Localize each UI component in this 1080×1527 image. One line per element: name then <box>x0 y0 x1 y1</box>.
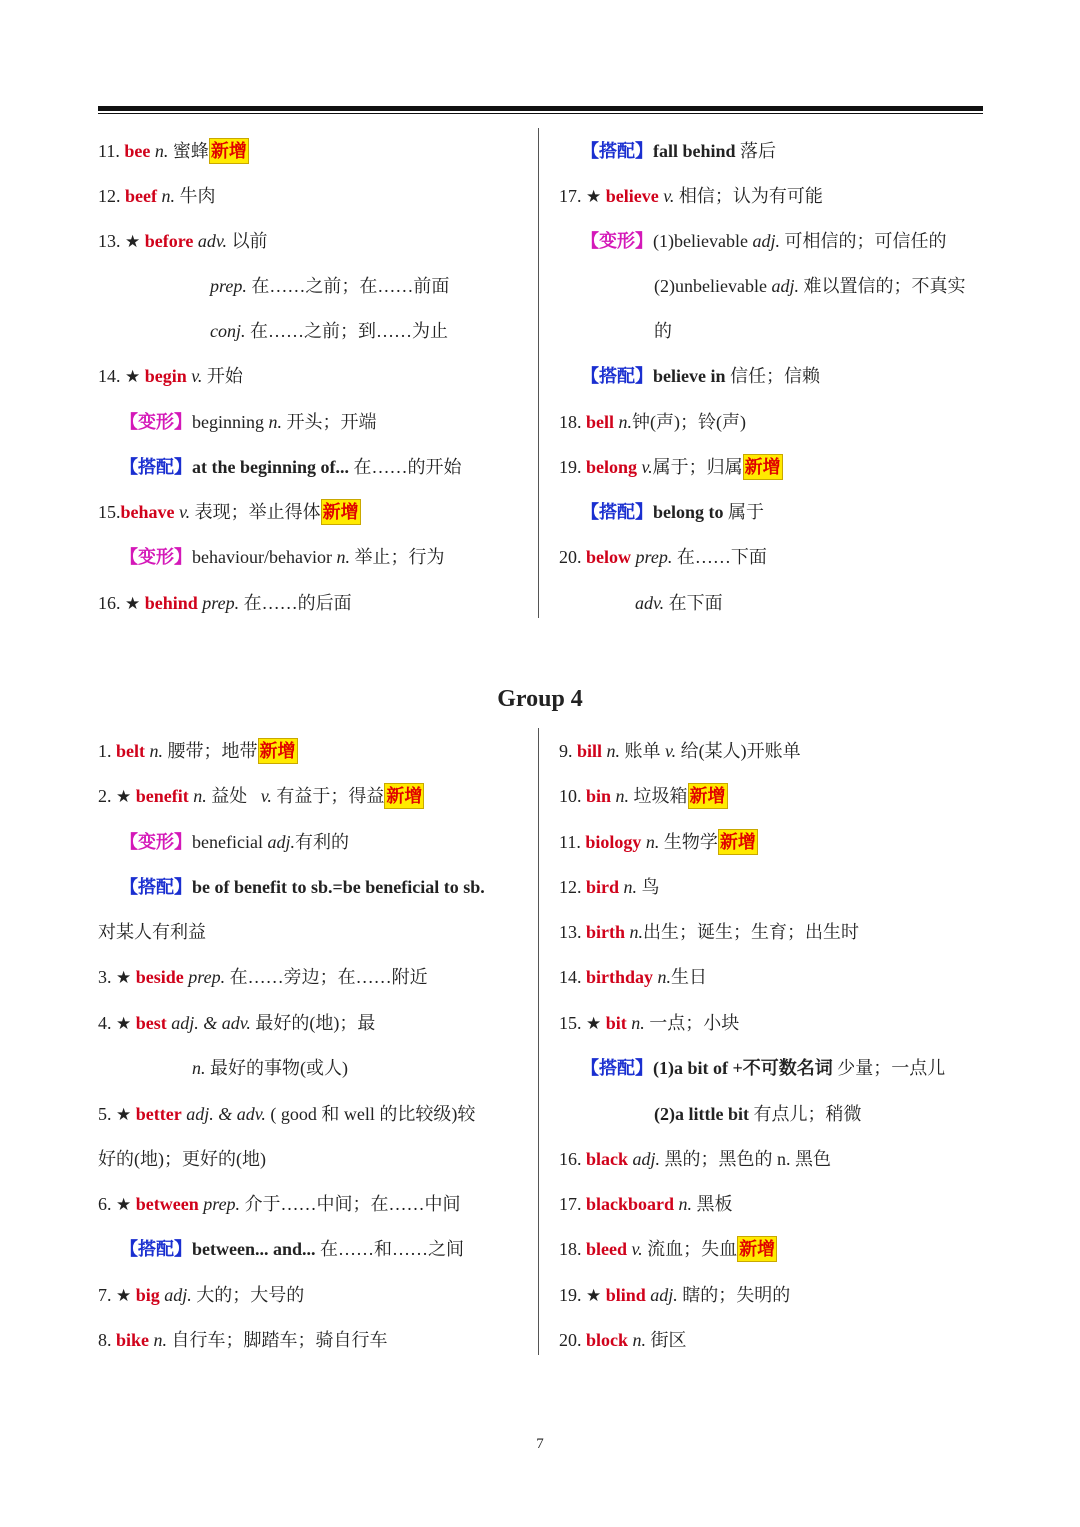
headword: bird <box>586 877 620 897</box>
collocation-tag: 【搭配】 <box>120 1239 192 1259</box>
definition: 在……下面 <box>676 547 767 567</box>
part-of-speech: adj. & adv. <box>186 1104 266 1124</box>
entry-number: 8. <box>98 1330 112 1350</box>
headword: below <box>586 547 631 567</box>
entry-number: 4. <box>98 1013 112 1033</box>
headword: beside <box>135 967 184 987</box>
part-of-speech: v. <box>641 457 653 477</box>
headword: bin <box>586 786 612 806</box>
definition: 账单 <box>624 741 661 761</box>
variant-beneficial <box>120 827 349 857</box>
entry-bit <box>559 1008 739 1038</box>
entry-number: 13. <box>559 922 582 942</box>
entry-better <box>98 1099 475 1129</box>
variant-believable <box>581 226 946 256</box>
collocation-between-and <box>120 1234 464 1264</box>
entry-bleed <box>559 1234 777 1264</box>
part-of-speech: prep. <box>210 276 247 296</box>
headword: big <box>135 1285 160 1305</box>
header-rule-thick <box>98 106 983 111</box>
collocation-tag: 【搭配】 <box>120 877 192 897</box>
part-of-speech: v. <box>631 1239 643 1259</box>
part-of-speech: n. <box>268 412 282 432</box>
headword: blackboard <box>586 1194 675 1214</box>
entry-bin <box>559 781 728 811</box>
variant-tag: 【变形】 <box>120 547 192 567</box>
definition: 在……和……之间 <box>320 1239 465 1259</box>
collocation-phrase: believe in <box>653 366 726 386</box>
definition: 最好的事物(或人) <box>210 1058 348 1078</box>
definition: 自行车；脚踏车；骑自行车 <box>171 1330 388 1350</box>
header-rule-thin <box>98 113 983 114</box>
variant-word: (2)unbelievable <box>654 276 767 296</box>
part-of-speech: n. <box>678 1194 693 1214</box>
star-icon: ★ <box>125 367 141 387</box>
entry-blind <box>559 1280 790 1310</box>
page-number: 7 <box>536 1436 544 1452</box>
definition: 属于；归属 <box>652 457 743 477</box>
collocation-tag: 【搭配】 <box>581 366 653 386</box>
definition: 最好的(地)；最 <box>255 1013 376 1033</box>
entry-number: 16. <box>559 1149 582 1169</box>
definition: 表现；举止得体 <box>194 502 321 522</box>
entry-best <box>98 1008 375 1038</box>
entry-number: 11. <box>98 141 120 161</box>
headword: benefit <box>135 786 189 806</box>
entry-number: 12. <box>98 186 121 206</box>
collocation-belong-to <box>581 497 764 527</box>
headword: bill <box>577 741 603 761</box>
definition: 相信；认为有可能 <box>678 186 823 206</box>
definition: 在……旁边；在……附近 <box>229 967 428 987</box>
entry-best-noun <box>192 1053 348 1083</box>
collocation-fall-behind <box>581 136 776 166</box>
part-of-speech: prep. <box>635 547 673 567</box>
part-of-speech: v. <box>191 366 203 386</box>
definition: 益处 <box>211 786 248 806</box>
star-icon: ★ <box>586 1286 602 1306</box>
entry-blackboard <box>559 1189 733 1219</box>
entry-number: 6. <box>98 1194 112 1214</box>
definition: ( good 和 well 的比较级)较 <box>270 1104 476 1124</box>
part-of-speech: prep. <box>188 967 226 987</box>
variant-unbelievable <box>654 271 965 301</box>
headword: black <box>586 1149 629 1169</box>
star-icon: ★ <box>116 1286 132 1306</box>
collocation-beginning-of <box>120 452 462 482</box>
entry-number: 20. <box>559 547 582 567</box>
collocation-believe-in <box>581 361 820 391</box>
entry-bird <box>559 872 660 902</box>
definition: 有益于；得益 <box>276 786 385 806</box>
part-of-speech: n. <box>153 1330 168 1350</box>
headword: bike <box>116 1330 150 1350</box>
entry-number: 13. <box>98 231 121 251</box>
part-of-speech: n. <box>154 141 169 161</box>
headword: belt <box>116 741 145 761</box>
headword: behind <box>144 593 198 613</box>
definition-continued: 的 <box>654 321 672 341</box>
part-of-speech: n. <box>645 832 660 852</box>
collocation-tag: 【搭配】 <box>120 457 192 477</box>
definition: 开始 <box>206 366 243 386</box>
star-icon: ★ <box>116 787 132 807</box>
definition: 垃圾箱 <box>633 786 688 806</box>
part-of-speech: adj. <box>752 231 780 251</box>
entry-number: 18. <box>559 412 582 432</box>
part-of-speech: v. <box>665 741 677 761</box>
part-of-speech: v. <box>179 502 191 522</box>
headword: bell <box>586 412 615 432</box>
entry-behave <box>98 497 361 527</box>
definition: 瞎的；失明的 <box>682 1285 791 1305</box>
entry-bill <box>559 736 801 766</box>
part-of-speech: adj. <box>267 832 295 852</box>
entry-number: 14. <box>559 967 582 987</box>
part-of-speech: adv. <box>635 593 665 613</box>
part-of-speech: n. <box>193 786 207 806</box>
headword: bleed <box>586 1239 628 1259</box>
definition: 可相信的；可信任的 <box>784 231 947 251</box>
new-word-badge: 新增 <box>688 783 728 809</box>
entry-number: 12. <box>559 877 582 897</box>
entry-number: 16. <box>98 593 121 613</box>
entry-number: 3. <box>98 967 112 987</box>
variant-word: (1)believable <box>653 231 748 251</box>
collocation-tag: 【搭配】 <box>581 141 653 161</box>
collocation-phrase: between... and... <box>192 1239 316 1259</box>
part-of-speech: n. <box>629 922 644 942</box>
collocation-be-of-benefit <box>120 872 485 902</box>
definition: 蜜蜂 <box>172 141 209 161</box>
part-of-speech: n. <box>632 1330 647 1350</box>
new-word-badge: 新增 <box>258 738 298 764</box>
part-of-speech: adj. & adv. <box>171 1013 251 1033</box>
definition: 信任；信赖 <box>730 366 820 386</box>
collocation-phrase: (1)a bit of +不可数名词 <box>653 1058 833 1078</box>
collocation-phrase: be of benefit to sb.=be beneficial to sb. <box>192 877 485 897</box>
collocation-tag: 【搭配】 <box>581 1058 653 1078</box>
definition: 开头；开端 <box>286 412 377 432</box>
definition: 有点儿；稍微 <box>753 1104 862 1124</box>
entry-number: 17. <box>559 1194 582 1214</box>
entry-number: 18. <box>559 1239 582 1259</box>
definition: 介于……中间；在……中间 <box>244 1194 461 1214</box>
definition: 举止；行为 <box>354 547 445 567</box>
column-divider-bottom <box>538 728 539 1355</box>
entry-before-conj <box>210 316 448 346</box>
part-of-speech: n. <box>149 741 163 761</box>
column-divider-top <box>538 128 539 618</box>
variant-tag: 【变形】 <box>120 832 192 852</box>
definition: 出生；诞生；生育；出生时 <box>643 922 860 942</box>
variant-word: beginning <box>192 412 264 432</box>
collocation-a-little-bit <box>654 1099 861 1129</box>
headword: before <box>144 231 194 251</box>
definition: 腰带；地带 <box>167 741 258 761</box>
definition: 对某人有利益 <box>98 922 206 942</box>
headword: begin <box>144 366 187 386</box>
new-word-badge: 新增 <box>209 138 249 164</box>
entry-birth <box>559 917 859 947</box>
headword: behave <box>120 502 175 522</box>
new-word-badge: 新增 <box>384 783 424 809</box>
part-of-speech: adj. <box>771 276 799 296</box>
variant-behaviour <box>120 542 444 572</box>
headword: bee <box>124 141 151 161</box>
definition: 少量；一点儿 <box>837 1058 946 1078</box>
part-of-speech: n. <box>623 877 638 897</box>
headword: belong <box>586 457 638 477</box>
new-word-badge: 新增 <box>743 454 783 480</box>
entry-believe <box>559 181 823 211</box>
definition: 黑板 <box>696 1194 733 1214</box>
variant-word: beneficial <box>192 832 263 852</box>
definition: 黑色 <box>795 1149 832 1169</box>
part-of-speech: adj. <box>164 1285 192 1305</box>
collocation-phrase: belong to <box>653 502 724 522</box>
star-icon: ★ <box>116 968 132 988</box>
part-of-speech: adj. <box>650 1285 678 1305</box>
entry-between <box>98 1189 461 1219</box>
entry-number: 20. <box>559 1330 582 1350</box>
definition: 流血；失血 <box>647 1239 738 1259</box>
headword: between <box>135 1194 199 1214</box>
part-of-speech: n. <box>606 741 621 761</box>
part-of-speech: n. <box>336 547 350 567</box>
entry-bike <box>98 1325 388 1355</box>
definition: 街区 <box>650 1330 687 1350</box>
part-of-speech: n. <box>615 786 630 806</box>
variant-tag: 【变形】 <box>120 412 192 432</box>
part-of-speech: n. <box>777 1149 791 1169</box>
part-of-speech: n. <box>657 967 672 987</box>
entry-number: 15. <box>98 502 121 522</box>
star-icon: ★ <box>116 1014 132 1034</box>
part-of-speech: v. <box>260 786 272 806</box>
new-word-badge: 新增 <box>718 829 758 855</box>
headword: best <box>135 1013 167 1033</box>
entry-number: 10. <box>559 786 582 806</box>
part-of-speech: adv. <box>197 231 228 251</box>
entry-bell <box>559 407 746 437</box>
entry-bee <box>98 136 249 166</box>
group-heading: Group 4 <box>497 686 583 712</box>
star-icon: ★ <box>116 1195 132 1215</box>
entry-begin <box>98 361 243 391</box>
entry-number: 1. <box>98 741 112 761</box>
collocation-be-of-benefit-cont <box>98 917 206 947</box>
part-of-speech: n. <box>631 1013 645 1033</box>
headword: birth <box>586 922 626 942</box>
definition: 在……的后面 <box>243 593 352 613</box>
star-icon: ★ <box>125 594 141 614</box>
headword: biology <box>585 832 642 852</box>
entry-number: 19. <box>559 1285 582 1305</box>
star-icon: ★ <box>116 1105 132 1125</box>
entry-birthday <box>559 962 707 992</box>
entry-number: 9. <box>559 741 573 761</box>
headword: beef <box>125 186 157 206</box>
collocation-phrase: (2)a little bit <box>654 1104 749 1124</box>
headword: bit <box>605 1013 627 1033</box>
entry-number: 15. <box>559 1013 582 1033</box>
entry-biology <box>559 827 758 857</box>
new-word-badge: 新增 <box>737 1236 777 1262</box>
variant-word: behaviour/behavior <box>192 547 332 567</box>
definition: 给(某人)开账单 <box>680 741 801 761</box>
definition-continued: 好的(地)；更好的(地) <box>98 1149 266 1169</box>
part-of-speech: n. <box>618 412 633 432</box>
entry-block <box>559 1325 687 1355</box>
entry-below-adv <box>635 588 723 618</box>
entry-number: 11. <box>559 832 581 852</box>
definition: 落后 <box>740 141 777 161</box>
star-icon: ★ <box>586 1014 602 1034</box>
part-of-speech: prep. <box>203 1194 241 1214</box>
entry-number: 19. <box>559 457 582 477</box>
entry-benefit <box>98 781 424 811</box>
entry-number: 14. <box>98 366 121 386</box>
part-of-speech: conj. <box>210 321 246 341</box>
collocation-phrase: fall behind <box>653 141 736 161</box>
definition: 以前 <box>231 231 268 251</box>
entry-number: 2. <box>98 786 112 806</box>
collocation-tag: 【搭配】 <box>581 502 653 522</box>
definition: 属于 <box>728 502 765 522</box>
entry-behind <box>98 588 352 618</box>
definition: 一点；小块 <box>649 1013 740 1033</box>
entry-beef <box>98 181 215 211</box>
headword: better <box>135 1104 182 1124</box>
star-icon: ★ <box>125 232 141 252</box>
entry-belong <box>559 452 783 482</box>
entry-beside <box>98 962 428 992</box>
collocation-a-bit-of <box>581 1053 945 1083</box>
star-icon: ★ <box>586 187 602 207</box>
entry-below <box>559 542 767 572</box>
definition: 大的；大号的 <box>196 1285 305 1305</box>
definition: 生日 <box>671 967 708 987</box>
definition: 难以置信的；不真实 <box>803 276 966 296</box>
part-of-speech: prep. <box>202 593 240 613</box>
definition: 在……之前；在……前面 <box>251 276 450 296</box>
definition: 在下面 <box>668 593 723 613</box>
part-of-speech: v. <box>663 186 675 206</box>
definition: 黑的；黑色的 <box>664 1149 773 1169</box>
definition: 在……之前；到……为止 <box>250 321 448 341</box>
entry-big <box>98 1280 304 1310</box>
entry-number: 7. <box>98 1285 112 1305</box>
headword: believe <box>605 186 659 206</box>
definition: 生物学 <box>663 832 718 852</box>
headword: birthday <box>586 967 654 987</box>
headword: blind <box>605 1285 646 1305</box>
entry-before <box>98 226 268 256</box>
entry-before-prep <box>210 271 449 301</box>
definition: 在……的开始 <box>353 457 462 477</box>
collocation-phrase: at the beginning of... <box>192 457 350 477</box>
new-word-badge: 新增 <box>321 499 361 525</box>
definition: 有利的 <box>294 832 349 852</box>
variant-tag: 【变形】 <box>581 231 653 251</box>
part-of-speech: n. <box>192 1058 206 1078</box>
headword: block <box>586 1330 629 1350</box>
part-of-speech: n. <box>161 186 175 206</box>
definition: 牛肉 <box>179 186 216 206</box>
entry-better-cont <box>98 1144 266 1174</box>
entry-black <box>559 1144 831 1174</box>
entry-number: 17. <box>559 186 582 206</box>
part-of-speech: adj. <box>632 1149 661 1169</box>
variant-unbelievable-cont <box>654 316 672 346</box>
variant-beginning <box>120 407 377 437</box>
definition: 钟(声)；铃(声) <box>632 412 746 432</box>
definition: 鸟 <box>641 877 660 897</box>
entry-number: 5. <box>98 1104 112 1124</box>
entry-belt <box>98 736 298 766</box>
